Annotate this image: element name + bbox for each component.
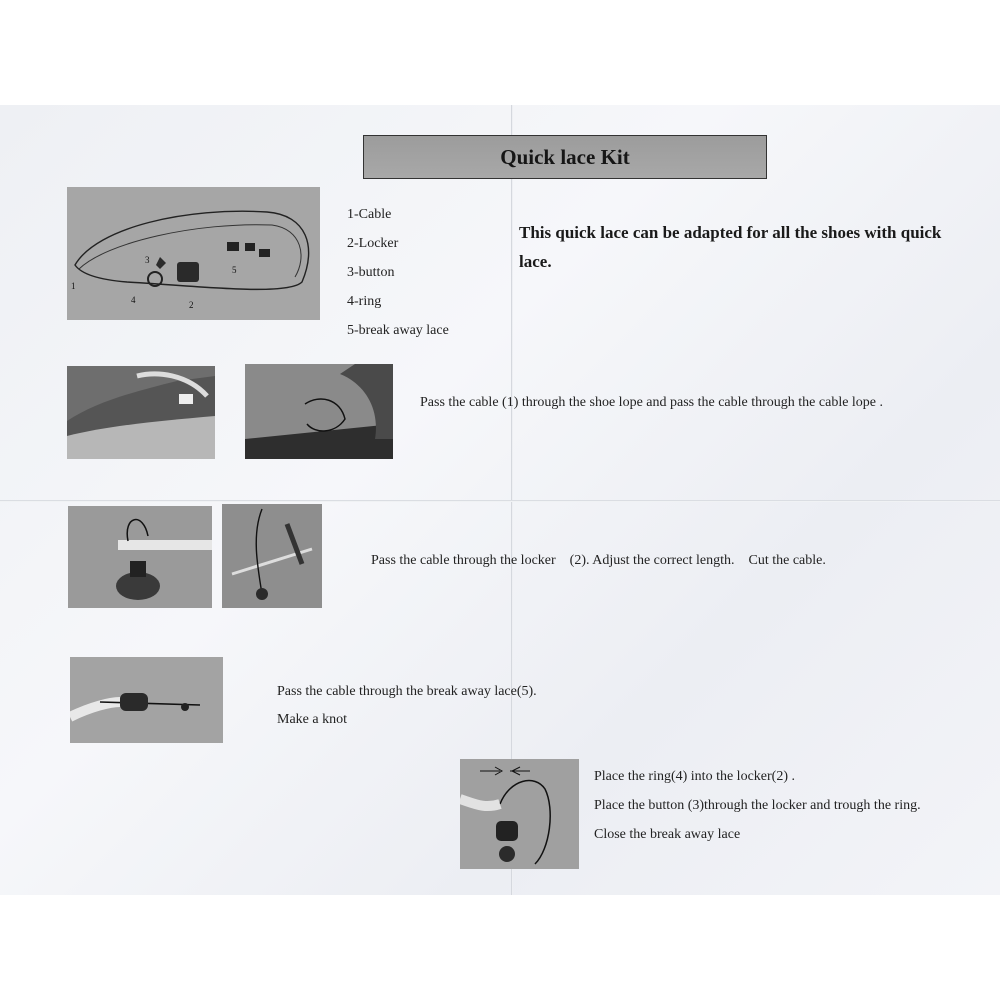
parts-photo [67, 187, 320, 320]
step4-text-line2: Place the button (3)through the locker and trough the ring. [594, 798, 921, 813]
step2-text: Pass the cable through the locker (2). Adjust the correct length. Cut the cable. [371, 553, 826, 568]
parts-photo-drawing [67, 187, 320, 320]
part-ring: 4-ring [347, 294, 382, 309]
step2-photo-cut [222, 504, 322, 608]
page-title: Quick lace Kit [363, 135, 767, 179]
step4-photo-ring-drawing [460, 759, 579, 869]
photo-label-3: 3 [145, 255, 150, 265]
step1-photo-lope-drawing [245, 364, 393, 459]
intro-text: This quick lace can be adapted for all the shoes with quick lace. [519, 223, 942, 271]
step3-text-line1: Pass the cable through the break away lace(5). [277, 684, 537, 699]
step3-text-line2: Make a knot [277, 712, 347, 727]
photo-label-5: 5 [232, 265, 237, 275]
horizontal-fold-line [0, 500, 1000, 502]
part-break-away-lace: 5-break away lace [347, 323, 449, 338]
photo-label-1: 1 [71, 281, 76, 291]
step3-photo-knot [70, 657, 223, 743]
step1-photo-shoe-drawing [67, 366, 215, 459]
step1-text: Pass the cable (1) through the shoe lope and pass the cable through the cable lope . [420, 395, 884, 410]
step2-photo-locker [68, 506, 212, 608]
photo-label-2: 2 [189, 300, 194, 310]
part-cable: 1-Cable [347, 207, 392, 222]
parts-list [347, 205, 449, 350]
step1-photo-shoe [67, 366, 215, 459]
step1-photo-lope [245, 364, 393, 459]
part-locker: 2-Locker [347, 236, 399, 251]
step3-photo-knot-drawing [70, 657, 223, 743]
photo-label-4: 4 [131, 295, 136, 305]
part-button: 3-button [347, 265, 395, 280]
step2-photo-locker-drawing [68, 506, 212, 608]
step4-text-line1: Place the ring(4) into the locker(2) . [594, 769, 795, 784]
step4-text-line3: Close the break away lace [594, 827, 741, 842]
step4-photo-ring [460, 759, 579, 869]
step2-photo-cut-drawing [222, 504, 322, 608]
